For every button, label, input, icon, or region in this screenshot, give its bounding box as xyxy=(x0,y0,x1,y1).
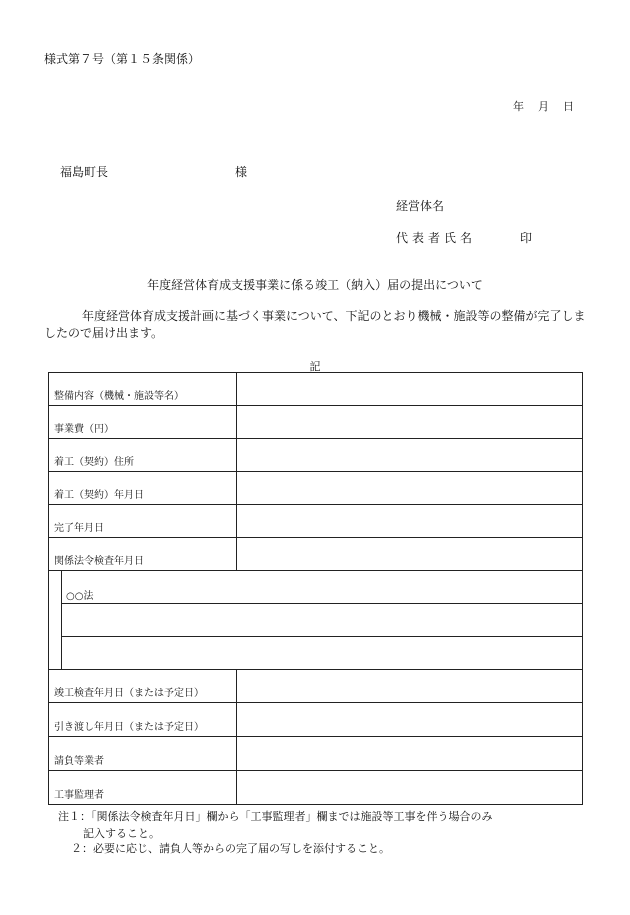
row-label-cell xyxy=(49,373,237,405)
row-label-cell xyxy=(49,771,237,804)
row-label-cell xyxy=(49,737,237,770)
date-line xyxy=(513,98,574,114)
table-row xyxy=(49,737,583,771)
sub-row-label: ○○法 xyxy=(66,591,94,602)
table-sub-row xyxy=(61,604,583,637)
row-label: 関係法令検査年月日 xyxy=(54,556,144,567)
row-value-cell[interactable] xyxy=(237,406,583,438)
row-value-cell[interactable] xyxy=(237,538,583,570)
sub-row-value-cell[interactable] xyxy=(62,604,583,636)
form-number: 様式第７号（第１５条関係） xyxy=(44,52,201,66)
table-row xyxy=(49,373,583,406)
row-label-cell xyxy=(49,538,237,570)
date-month-label: 月 xyxy=(538,100,549,113)
note-1: 注１：「関係法令検査年月日」欄から「工事監理者」欄までは施設等工事を伴う場合のみ xyxy=(58,810,493,823)
record-table xyxy=(48,372,583,805)
row-value-cell[interactable] xyxy=(237,505,583,537)
row-value-cell[interactable] xyxy=(237,771,583,804)
table-row xyxy=(49,771,583,805)
date-day-label: 日 xyxy=(563,100,574,113)
table-row xyxy=(49,505,583,538)
row-label-cell xyxy=(49,406,237,438)
table-row xyxy=(49,472,583,505)
document-body: 年度経営体育成支援計画に基づく事業について、下記のとおり機械・施設等の整備が完了しましたので届け出ます。 xyxy=(44,309,586,340)
row-label: 事業費（円） xyxy=(54,424,114,435)
addressee-honorific: 様 xyxy=(235,165,248,179)
row-label: 整備内容（機械・施設等名） xyxy=(54,391,184,402)
row-label: 竣工検査年月日（または予定日） xyxy=(54,688,204,699)
row-label: 工事監理者 xyxy=(54,790,104,801)
business-name-label: 経営体名 xyxy=(396,199,445,213)
row-label: 着工（契約）住所 xyxy=(54,457,134,468)
table-row xyxy=(49,439,583,472)
row-label-cell xyxy=(49,472,237,504)
document-title: 年度経営体育成支援事業に係る竣工（納入）届の提出について xyxy=(147,278,483,292)
row-label: 引き渡し年月日（または予定日） xyxy=(54,722,204,733)
date-year-label: 年 xyxy=(513,100,524,113)
row-value-cell[interactable] xyxy=(237,439,583,471)
row-value-cell[interactable] xyxy=(237,670,583,702)
sub-row-value-cell[interactable] xyxy=(62,637,583,669)
table-row xyxy=(49,538,583,571)
row-label-cell xyxy=(49,505,237,537)
row-label: 請負等業者 xyxy=(54,756,104,767)
table-sub-row xyxy=(61,637,583,670)
row-label-cell xyxy=(49,703,237,736)
row-label-cell xyxy=(49,670,237,702)
row-value-cell[interactable] xyxy=(237,373,583,405)
note-1-continued: 記入すること。 xyxy=(83,827,160,840)
row-value-cell[interactable] xyxy=(237,737,583,770)
seal-label: 印 xyxy=(520,231,533,245)
sub-row-value-cell[interactable] xyxy=(62,571,583,603)
row-value-cell[interactable] xyxy=(237,703,583,736)
table-sub-row xyxy=(61,571,583,604)
note-2: ２：必要に応じ、請負人等からの完了届の写しを添付すること。 xyxy=(71,842,390,855)
addressee-name: 福島町長 xyxy=(60,165,109,179)
representative-label: 代表者氏名 xyxy=(396,231,477,245)
table-row xyxy=(49,406,583,439)
row-label-cell xyxy=(49,439,237,471)
sub-row-group-indent xyxy=(49,571,61,670)
row-label: 着工（契約）年月日 xyxy=(54,490,144,501)
ki-heading: 記 xyxy=(309,360,321,373)
row-value-cell[interactable] xyxy=(237,472,583,504)
table-row xyxy=(49,670,583,703)
table-row xyxy=(49,703,583,737)
row-label: 完了年月日 xyxy=(54,523,104,534)
